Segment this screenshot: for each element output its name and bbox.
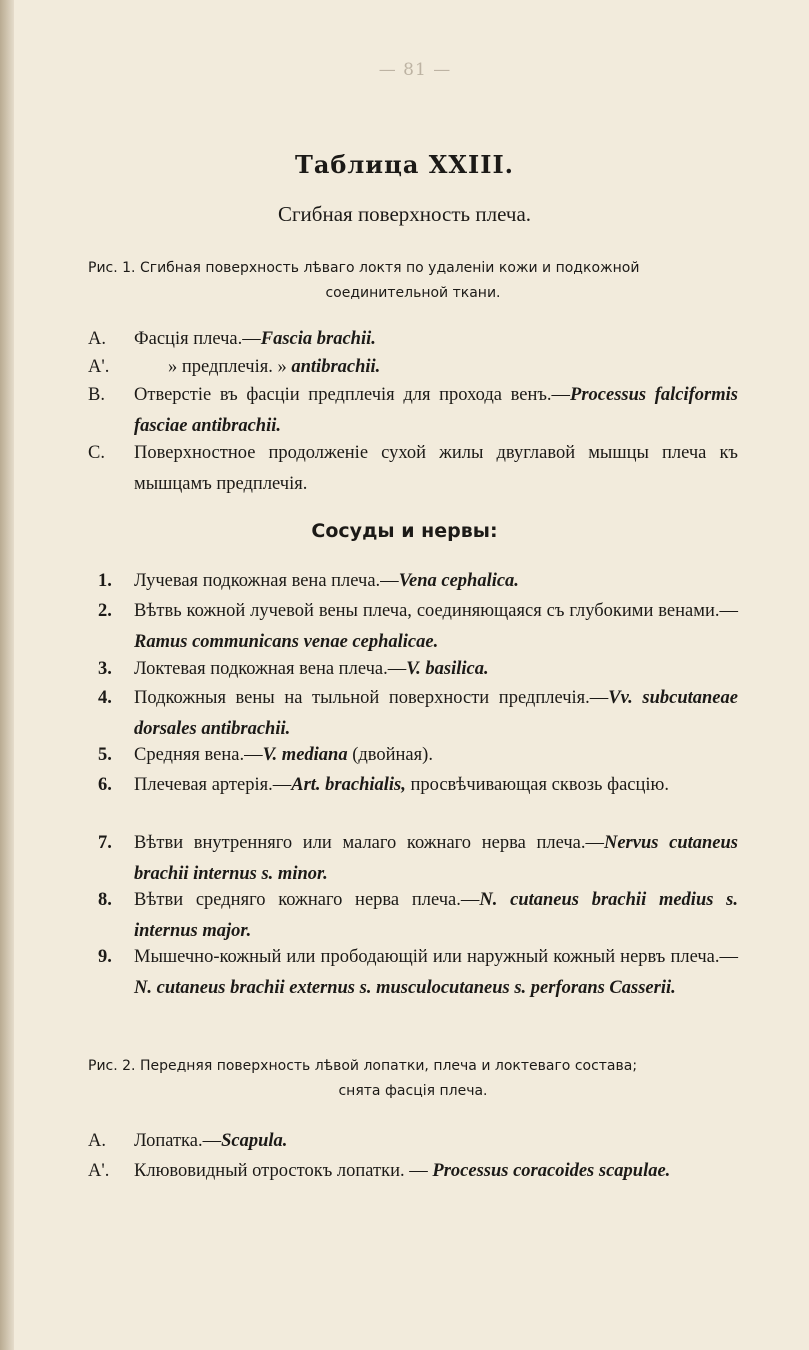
table-title: Таблица XXIII. xyxy=(294,150,515,179)
figure-1-caption-line1: Рис. 1. Сгибная поверхность лѣваго локтя по удаленіи кожи и подкожной xyxy=(88,260,640,276)
item-latin: Vena cephalica. xyxy=(398,571,519,591)
list-item xyxy=(88,942,738,1004)
item-latin: N. cutaneus brachii externus s. musculocutaneus s. perforans Casserii. xyxy=(134,978,676,998)
entry-text: Отверстіе въ фасціи предплечія для прохода венъ.— xyxy=(134,385,571,405)
entry-text: Лопатка.— xyxy=(134,1131,222,1151)
item-number: 9. xyxy=(98,947,112,967)
entry-latin: antibrachii. xyxy=(291,357,381,377)
entry-text: Клювовидный отростокъ лопатки. — xyxy=(134,1161,428,1181)
entry-latin: Scapula. xyxy=(221,1131,288,1151)
item-latin: N. cutaneus brachii medius s. internus major. xyxy=(134,890,738,941)
item-after: (двойная). xyxy=(347,745,433,765)
entry-text: Поверхностное продолженіе сухой жилы двуглавой мышцы плеча къ мышцамъ предплечія. xyxy=(134,443,738,494)
letter-entry xyxy=(88,380,738,442)
item-number: 7. xyxy=(98,833,112,853)
page-number: — 81 — xyxy=(378,60,452,80)
entry-label: C. xyxy=(88,443,105,463)
item-number: 1. xyxy=(98,571,112,591)
item-number: 5. xyxy=(98,745,112,765)
list-item xyxy=(88,654,738,685)
figure-2-caption xyxy=(88,1054,738,1104)
item-text: Средняя вена.— xyxy=(134,745,263,765)
figure-1-caption xyxy=(88,256,738,306)
letter-entry xyxy=(88,352,738,383)
item-text: Лучевая подкожная вена плеча.— xyxy=(134,571,399,591)
entry-label: A. xyxy=(88,329,106,349)
letter-entry xyxy=(88,438,738,500)
list-item xyxy=(88,885,738,947)
list-item xyxy=(88,740,738,771)
item-latin: V. mediana xyxy=(262,745,348,765)
entry-text: » предплечія. » xyxy=(168,357,287,377)
item-text: Мышечно-кожный или прободающій или наружный кожный нервъ плеча.— xyxy=(134,947,738,967)
item-text: Локтевая подкожная вена плеча.— xyxy=(134,659,407,679)
item-number: 3. xyxy=(98,659,112,679)
item-latin: Vv. subcutaneae dorsales antibrachii. xyxy=(134,688,738,739)
item-text: Плечевая артерія.— xyxy=(134,775,292,795)
list-item xyxy=(88,596,738,658)
entry-latin: Fascia brachii. xyxy=(260,329,376,349)
item-number: 4. xyxy=(98,688,112,708)
letter-entry xyxy=(88,1156,738,1187)
entry-label: A. xyxy=(88,1131,106,1151)
list-item xyxy=(88,770,738,801)
item-text: Вѣтви внутренняго или малаго кожнаго нерва плеча.— xyxy=(134,833,604,853)
list-item xyxy=(88,828,738,890)
item-latin: V. basilica. xyxy=(406,659,489,679)
entry-label: B. xyxy=(88,385,105,405)
item-text: Вѣтвь кожной лучевой вены плеча, соединяющаяся съ глубокими венами.— xyxy=(134,601,738,621)
item-number: 6. xyxy=(98,775,112,795)
entry-label: A'. xyxy=(88,1161,110,1181)
section-title: Сосуды и нервы: xyxy=(311,520,498,542)
list-item xyxy=(88,566,738,597)
item-number: 2. xyxy=(98,601,112,621)
entry-label: A'. xyxy=(88,357,110,377)
figure-2-caption-line1: Рис. 2. Передняя поверхность лѣвой лопатки, плеча и локтеваго состава; xyxy=(88,1058,638,1074)
figure-1-caption-line2: соединительной ткани. xyxy=(325,285,501,301)
item-text: Подкожныя вены на тыльной поверхности предплечія.— xyxy=(134,688,609,708)
entry-text: Фасція плеча.— xyxy=(134,329,261,349)
item-text: Вѣтви средняго кожнаго нерва плеча.— xyxy=(134,890,480,910)
item-latin: Nervus cutaneus brachii internus s. minor. xyxy=(134,833,739,884)
list-item xyxy=(88,683,738,745)
table-subtitle: Сгибная поверхность плеча. xyxy=(277,202,532,226)
entry-latin: Processus coracoides scapulae. xyxy=(432,1161,671,1181)
item-latin: Ramus communicans venae cephalicae. xyxy=(134,632,439,652)
figure-2-caption-line2: снята фасція плеча. xyxy=(338,1083,488,1099)
letter-entry xyxy=(88,324,738,355)
item-latin: Art. brachialis, xyxy=(291,775,406,795)
item-after: просвѣчивающая сквозь фасцію. xyxy=(405,775,669,795)
item-number: 8. xyxy=(98,890,112,910)
letter-entry xyxy=(88,1126,738,1157)
entry-latin: Processus falciformis fasciae antibrachii. xyxy=(134,385,738,436)
